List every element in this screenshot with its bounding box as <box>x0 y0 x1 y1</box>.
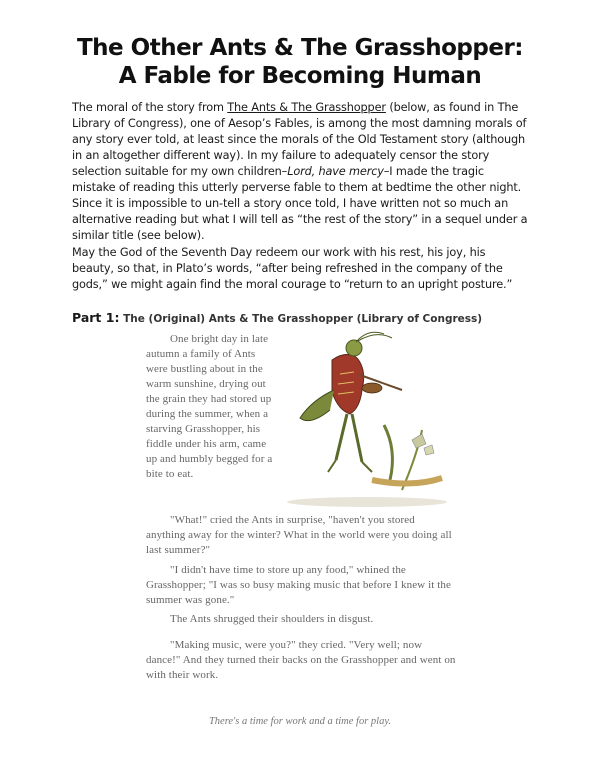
part1-title: The (Original) Ants & The Grasshopper (Library of Congress) <box>119 313 483 325</box>
fable-paragraph-4: The Ants shrugged their shoulders in disgust. <box>170 613 374 625</box>
grasshopper-illustration <box>272 330 462 510</box>
wing <box>300 390 334 421</box>
red-vest <box>332 354 364 414</box>
part1-label: Part 1: <box>72 310 120 325</box>
intro-text-a: The moral of the story from <box>72 101 228 114</box>
fable-paragraph-1: One bright day in late autumn a family of Ants were bustling about in the warm sunshine, drying out the grain they had stored up during the summer, when a starving Grasshopper, his fiddle under his arm, came up and humbly begged for a bite to eat. <box>146 333 273 480</box>
dry-leaf-2 <box>424 445 434 455</box>
feet <box>328 460 372 472</box>
intro-paragraph-2: May the God of the Seventh Day redeem our work with his rest, his joy, his beauty, so that, in Plato’s words, “after being refreshed in the company of the gods,” we might again find the moral courage to “return to an upright posture.” <box>72 246 513 291</box>
intro-text-c: –I made the tragic mistake of reading this utterly perverse fable to them at bedtime the other night. Since it is impossible to un-tell a story once told, I have written not so much an alternative reading but what I will tell as “the rest of the story” in a sequel under a similar title (see below). <box>72 165 528 242</box>
source-link[interactable]: The Ants & The Grasshopper <box>227 101 386 114</box>
ground-shadow <box>287 497 447 507</box>
title-line-2: A Fable for Becoming Human <box>118 63 482 89</box>
intro-paragraph-1 <box>72 100 530 244</box>
weed-stem <box>384 425 392 480</box>
page-title <box>0 34 600 90</box>
fable-paragraph-2: "What!" cried the Ants in surprise, "haven't you stored anything away for the winter? What in the world were you doing all last summer?" <box>146 514 452 556</box>
fable-paragraph-3: "I didn't have time to store up any food," whined the Grasshopper; "I was so busy making music that before I knew it the summer was gone." <box>146 564 451 606</box>
legs <box>336 414 362 462</box>
fable-paragraph-5: "Making music, were you?" they cried. "Very well; now dance!" And they turned their backs on the Grasshopper and went on with their work. <box>146 639 456 681</box>
antennae <box>356 332 392 342</box>
fable-moral: There's a time for work and a time for play. <box>208 716 392 727</box>
intro-italic: Lord, have mercy <box>287 165 384 178</box>
part1-heading <box>72 310 482 325</box>
fiddle <box>362 383 382 393</box>
title-line-1: The Other Ants & The Grasshopper: <box>76 35 523 61</box>
intro-text-b: (below, as found in The Library of Congress), one of Aesop’s Fables, is among the most damning morals of any story ever told, at least since the morals of the Old Testament story (although in an altogether different way). In my failure to adequately censor the story selection suitable for my own children– <box>72 101 527 178</box>
dry-leaf <box>412 434 426 448</box>
grasshopper-head <box>346 340 362 356</box>
